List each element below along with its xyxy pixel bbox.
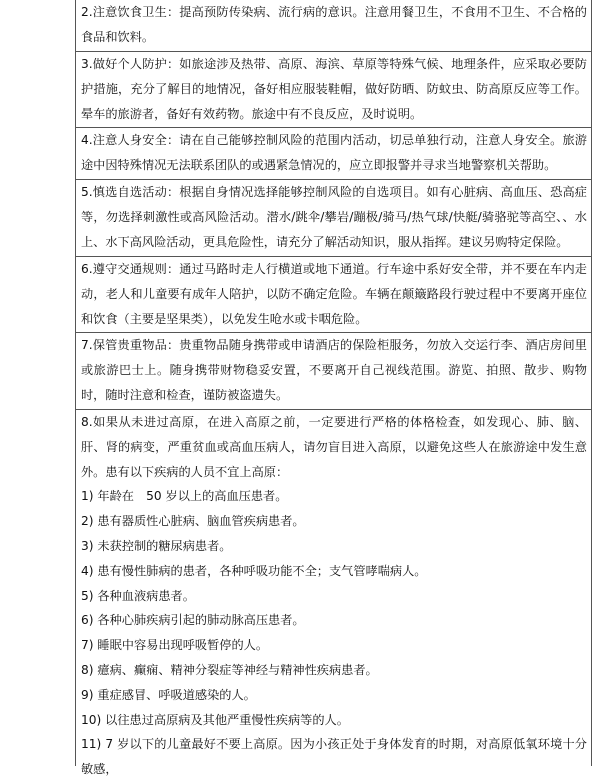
table-row-safety: [76, 128, 591, 180]
list-item: 7) 睡眠中容易出现呼吸暂停的人。: [81, 638, 269, 653]
list-item: 5) 各种血液病患者。: [81, 588, 195, 603]
paragraph-optional-activities: 5.慎选自选活动：根据自身情况选择能够控制风险的自选项目。如有心脏病、高血压、恐高症等，勿选择刺激性或高风险活动。潜水/跳伞/攀岩/蹦极/骑马/热气球/快艇/骑骆驼等高空、、水上、水下高风险活动，更具危险性，请充分了解活动知识，服从指挥。建议另购特定保险。: [81, 185, 587, 249]
paragraph-personal-protection: 3.做好个人防护：如旅途涉及热带、高原、海滨、草原等特殊气候、地理条件，应采取必要防护措施，充分了解目的地情况，备好相应服装鞋帽，做好防晒、防蚊虫、防高原反应等工作。晕车的旅游者，备好有效药物。旅途中有不良反应，及时说明。: [81, 57, 587, 121]
table-row-diet: [76, 0, 591, 52]
list-item: 2) 患有器质性心脏病、脑血管疾病患者。: [81, 514, 305, 529]
list-item: 6) 各种心肺疾病引起的肺动脉高压患者。: [81, 613, 305, 628]
list-item: 1) 年龄在 50 岁以上的高血压患者。: [81, 489, 288, 504]
table-row-protection: [76, 52, 591, 128]
paragraph-valuables: 7.保管贵重物品：贵重物品随身携带或申请酒店的保险柜服务，勿放入交运行李、酒店房间里或旅游巴士上。随身携带财物稳妥安置，不要离开自己视线范围。游览、拍照、散步、购物时，随时注意和检查，谨防被盗遗失。: [81, 338, 587, 402]
table-row-traffic: [76, 257, 591, 333]
list-item: 9) 重症感冒、呼吸道感染的人。: [81, 687, 256, 702]
list-item: 3) 未获控制的糖尿病患者。: [81, 538, 232, 553]
paragraph-personal-safety: 4.注意人身安全：请在自己能够控制风险的范围内活动，切忌单独行动，注意人身安全。旅游途中因特殊情况无法联系团队的或遇紧急情况的，应立即报警并寻求当地警察机关帮助。: [81, 133, 587, 172]
paragraph-plateau-intro: 8.如果从未进过高原，在进入高原之前，一定要进行严格的体格检查，如发现心、肺、脑、肝、肾的病变，严重贫血或高血压病人，请勿盲目进入高原，以避免这些人在旅游途中发生意外。患有以下疾病的人员不宜上高原：: [81, 415, 587, 479]
table-row-plateau: [76, 410, 591, 777]
list-item: 4) 患有慢性肺病的患者，各种呼吸功能不全；支气管哮喘病人。: [81, 563, 427, 578]
list-item: 8) 癔病、癫痫、精神分裂症等神经与精神性疾病患者。: [81, 662, 378, 677]
table-row-valuables: [76, 333, 591, 410]
list-item: 11) 7 岁以下的儿童最好不要上高原。因为小孩正处于身体发育的时期，对高原低氧环境十分敏感，: [81, 737, 587, 777]
table-right-border: [591, 0, 592, 766]
list-item: 10) 以往患过高原病及其他严重慢性疾病等的人。: [81, 712, 349, 727]
paragraph-traffic-rules: 6.遵守交通规则：通过马路时走人行横道或地下通道。行车途中系好安全带，并不要在车内走动，老人和儿童要有成年人陪护，以防不确定危险。车辆在颠簸路段行驶过程中不要离开座位和饮食（主要是坚果类），以免发生呛水或卡咽危险。: [81, 262, 587, 326]
paragraph-diet-hygiene: 2.注意饮食卫生：提高预防传染病、流行病的意识。注意用餐卫生，不食用不卫生、不合格的食品和饮料。: [81, 5, 587, 44]
table-row-activities: [76, 180, 591, 257]
